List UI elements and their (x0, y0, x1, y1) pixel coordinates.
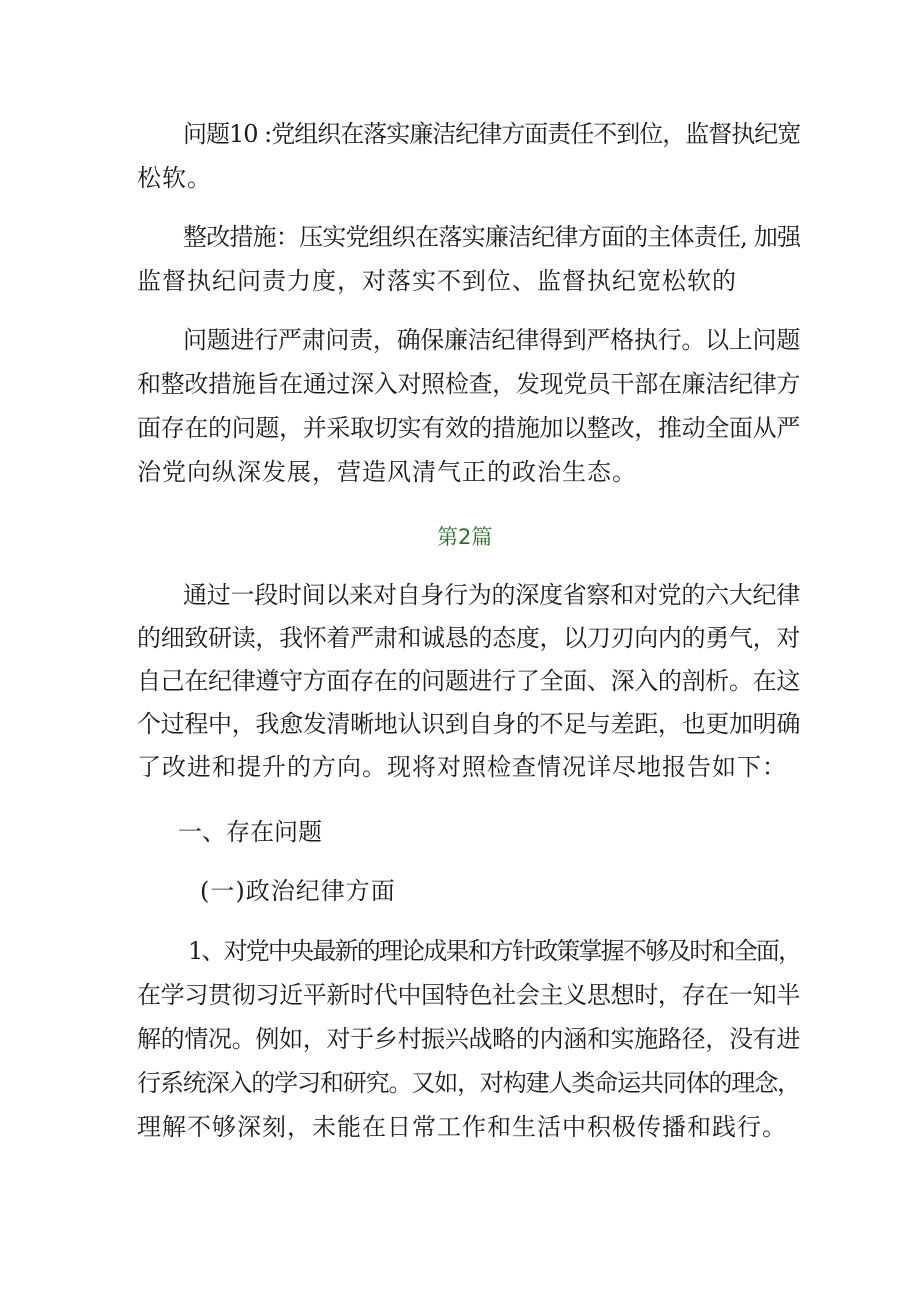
item1-line3: 解的情况。例如，对于乡村振兴战略的内涵和实施路径，没有进 (137, 1025, 800, 1053)
summary-line1: 问题进行严肃问责，确保廉洁纪律得到严格执行。以上问题 (183, 326, 800, 354)
intro-line5: 了改进和提升的方向。现将对照检查情况详尽地报告如下： (137, 753, 787, 781)
section-title: 一、存在问题 (178, 818, 322, 846)
intro-line2: 的细致研读，我怀着严肃和诚恳的态度，以刀刃向内的勇气，对 (137, 624, 800, 652)
summary-line2: 和整改措施旨在通过深入对照检查，发现党员干部在廉洁纪律方 (137, 370, 800, 398)
summary-line3: 面存在的问题，并采取切实有效的措施加以整改，推动全面从严 (137, 414, 800, 442)
measures-line1: 整改措施：压实党组织在落实廉洁纪律方面的主体责任, 加强 (183, 223, 801, 251)
item1-line1: 1、对党中央最新的理论成果和方针政策掌握不够及时和全面， (188, 937, 801, 965)
intro-line3: 自己在纪律遵守方面存在的问题进行了全面、深入的剖析。在这 (137, 667, 800, 695)
issue10-line2: 松软。 (137, 164, 212, 192)
item1-line5: 理解不够深刻，未能在日常工作和生活中积极传播和践行。 (137, 1113, 787, 1141)
issue10-line1: 问题10 :党组织在落实廉洁纪律方面责任不到位，监督执纪宽 (183, 120, 801, 148)
item1-line4: 行系统深入的学习和研究。又如，对构建人类命运共同体的理念， (137, 1069, 800, 1097)
measures-line2: 监督执纪问责力度，对落实不到位、监督执纪宽松软的 (137, 267, 737, 295)
part-heading: 第2篇 (437, 525, 493, 549)
subsection-title: (一)政治纪律方面 (200, 877, 396, 905)
item1-line2: 在学习贯彻习近平新时代中国特色社会主义思想时，存在一知半 (137, 981, 800, 1009)
summary-line4: 治党向纵深发展，营造风清气正的政治生态。 (137, 458, 637, 486)
intro-line4: 个过程中，我愈发清晰地认识到自身的不足与差距，也更加明确 (137, 710, 800, 738)
intro-line1: 通过一段时间以来对自身行为的深度省察和对党的六大纪律 (183, 581, 800, 609)
